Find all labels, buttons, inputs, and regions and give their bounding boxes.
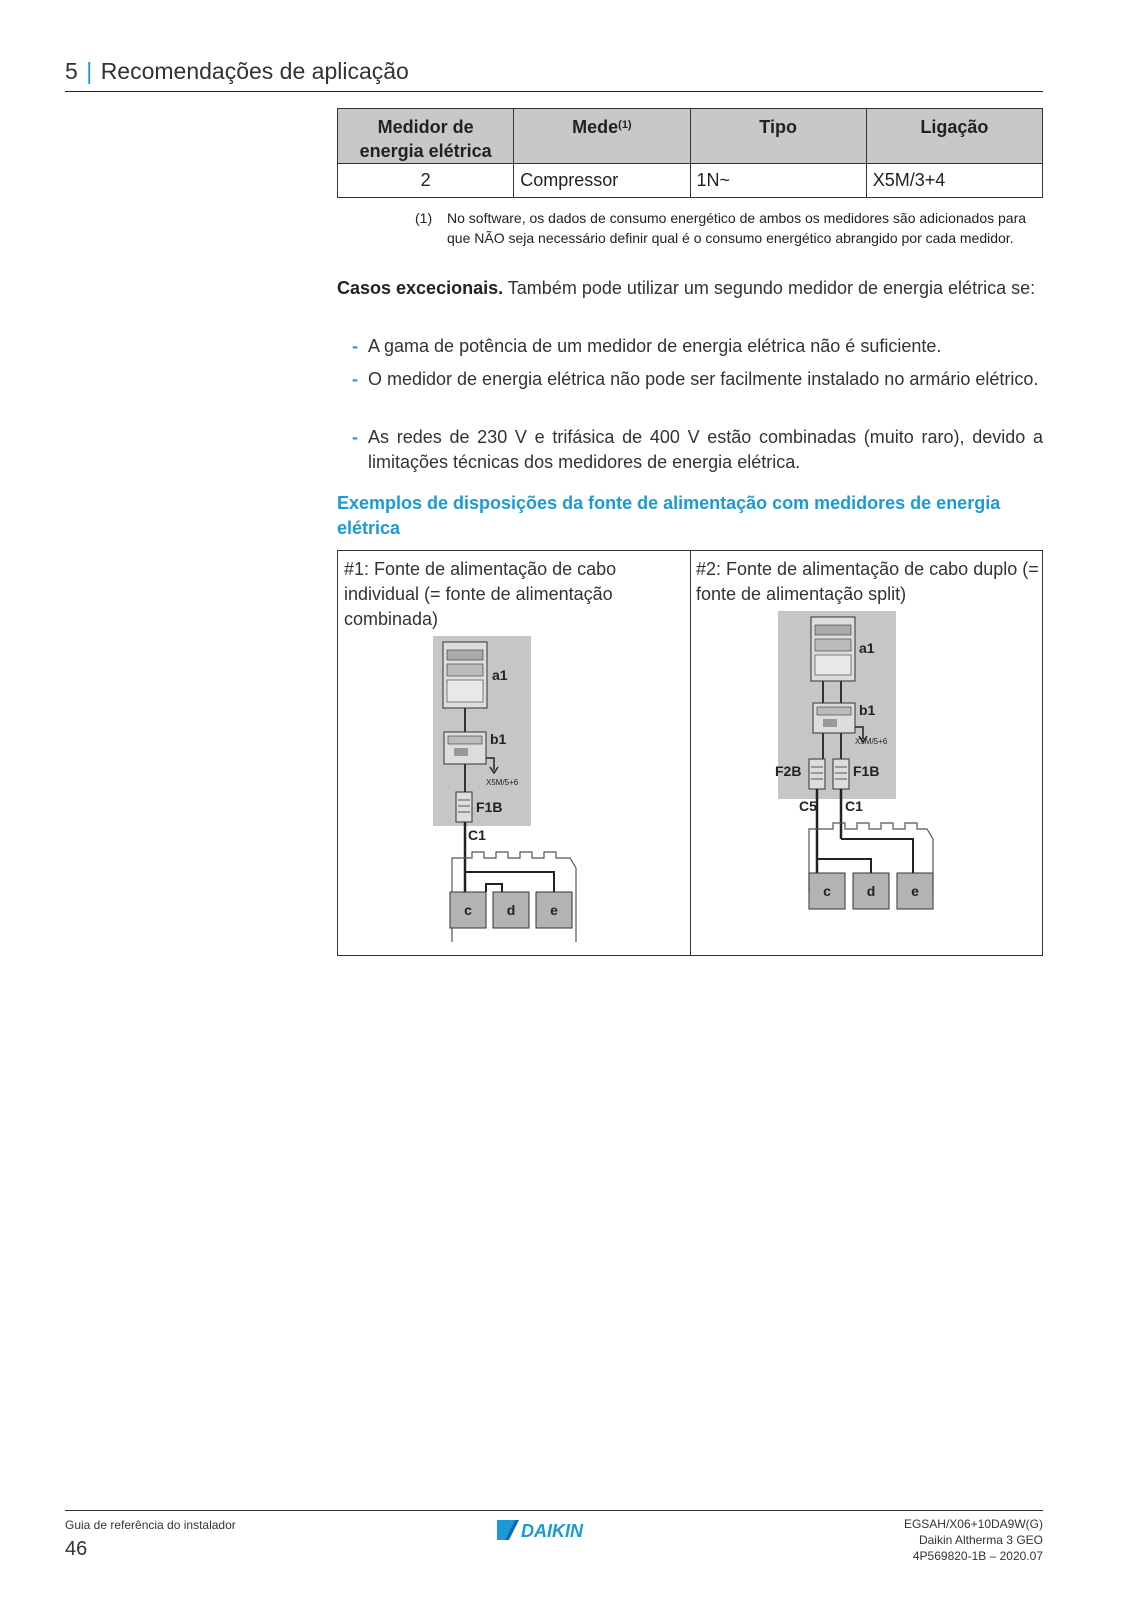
cell-meter: 2 (338, 164, 514, 198)
breaker-icon (456, 792, 472, 822)
chapter-number: 5 (65, 58, 78, 84)
utility-meter-icon (811, 617, 855, 681)
bullet-dash: - (352, 336, 358, 356)
label-d: d (866, 883, 876, 899)
label-c5: C5 (799, 798, 817, 814)
label-f1b: F1B (853, 763, 880, 779)
label-f1b: F1B (476, 799, 503, 815)
exceptions-lead: Casos excecionais. (337, 278, 504, 298)
svg-text:DAIKIN: DAIKIN (521, 1521, 583, 1541)
examples-table (337, 550, 1043, 956)
breaker-icon (809, 759, 825, 789)
energy-meter-icon (444, 732, 486, 764)
label-e: e (911, 883, 919, 899)
daikin-logo (497, 1518, 609, 1542)
col-header-tipo: Tipo (690, 109, 866, 164)
cell-ligacao: X5M/3+4 (866, 164, 1042, 198)
wire (486, 884, 502, 892)
utility-meter-icon (443, 642, 487, 708)
footer-divider (65, 1510, 1043, 1511)
label-c: c (464, 902, 472, 918)
bullet-dash: - (352, 369, 358, 389)
wire (465, 872, 554, 892)
meter-table (337, 108, 1043, 198)
table-row (338, 164, 1043, 198)
footnote-text: No software, os dados de consumo energético de ambos os medidores são adicionados para que NÃO seja necessário definir qual é o consumo energético abrangido por cada medidor. (447, 210, 1027, 246)
exceptions-text: Também pode utilizar um segundo medidor de energia elétrica se: (507, 278, 1036, 298)
wire (817, 859, 871, 873)
footer-model-info: EGSAH/X06+10DA9W(G) Daikin Altherma 3 GEO 4P569820-1B – 2020.07 (903, 1517, 1043, 1563)
diagram-1 (428, 636, 608, 946)
label-b1: b1 (490, 731, 507, 747)
list-item: - As redes de 230 V e trifásica de 400 V estão combinadas (muito raro), devido a limitações técnicas dos medidores de energia elétrica. (352, 427, 1043, 472)
energy-meter-icon (813, 703, 855, 733)
example-2-caption: #2: Fonte de alimentação de cabo duplo (= fonte de alimentação split) (696, 559, 1039, 604)
footer-doc-title: Guia de referência do instalador (65, 1518, 236, 1532)
page-number: 46 (65, 1538, 88, 1560)
label-b1: b1 (859, 702, 876, 718)
table-header-row (338, 109, 1043, 164)
label-c1: C1 (468, 827, 486, 843)
label-a1: a1 (859, 640, 875, 656)
col-header-ligacao: Ligação (866, 109, 1042, 164)
breaker-icon (833, 759, 849, 789)
label-c1: C1 (845, 798, 863, 814)
label-f2b: F2B (775, 763, 802, 779)
list-item: - O medidor de energia elétrica não pode ser facilmente instalado no armário elétrico. (352, 367, 1043, 392)
bullet-dash: - (352, 427, 358, 447)
diagram-2 (773, 611, 953, 921)
examples-divider (690, 551, 691, 955)
label-e: e (550, 902, 558, 918)
cell-mede: Compressor (514, 164, 690, 198)
footnote-mark: (1) (415, 210, 433, 226)
examples-heading: Exemplos de disposições da fonte de alimentação com medidores de energia elétrica (337, 493, 1001, 538)
col-header-meter: Medidor de energia elétrica (338, 109, 514, 164)
cell-tipo: 1N~ (690, 164, 866, 198)
col-header-mede: Mede$^{(1)}$ (514, 109, 690, 164)
chapter-title: Recomendações de aplicação (100, 58, 409, 84)
footnote-ref: (1) (618, 119, 632, 131)
label-c: c (823, 883, 831, 899)
label-x5m: X5M/5+6 (855, 737, 888, 746)
label-x5m: X5M/5+6 (486, 778, 519, 787)
example-1-caption: #1: Fonte de alimentação de cabo individual (= fonte de alimentação combinada) (344, 559, 617, 629)
list-item: - A gama de potência de um medidor de energia elétrica não é suficiente. (352, 334, 1043, 359)
label-d: d (506, 902, 516, 918)
chapter-separator: | (86, 58, 93, 84)
label-a1: a1 (492, 667, 508, 683)
page-header (65, 58, 1043, 92)
wire (841, 839, 913, 873)
exceptions-paragraph (337, 276, 1043, 301)
